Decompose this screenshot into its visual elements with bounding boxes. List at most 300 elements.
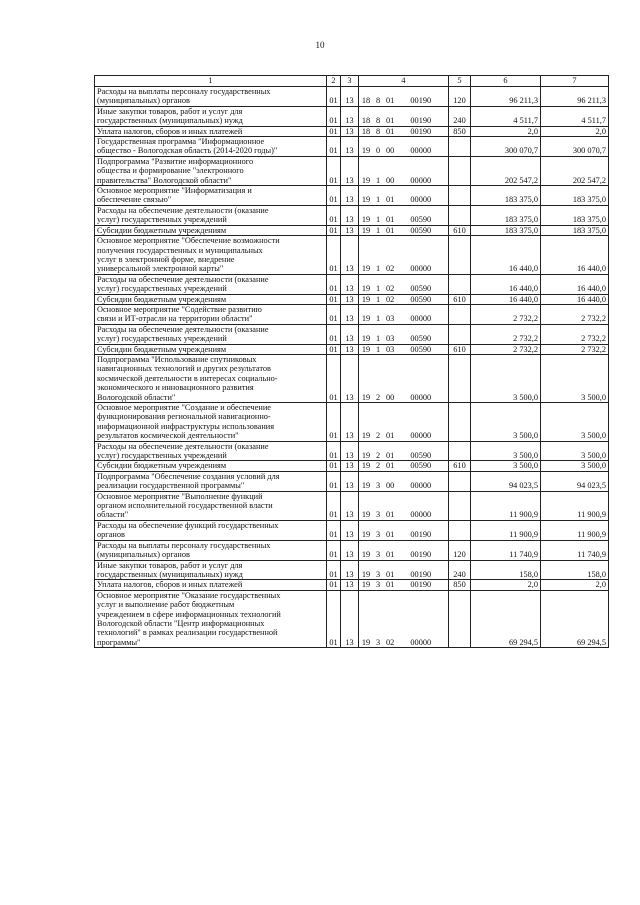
code-measure: 01 — [386, 431, 395, 441]
row-name: Субсидии бюджетным учреждениям — [95, 225, 327, 235]
table-row — [95, 294, 609, 304]
code-subprogram: 3 — [376, 569, 381, 579]
expense-type-code: 120 — [449, 87, 471, 107]
amount-col7: 16 440,0 — [541, 236, 609, 275]
code-subprogram: 8 — [376, 116, 381, 126]
section-code: 01 — [327, 186, 341, 206]
table-row — [95, 461, 609, 471]
code-subprogram: 1 — [376, 264, 381, 274]
amount-col7: 300 070,7 — [541, 137, 609, 157]
target-article-code — [359, 560, 449, 580]
code-measure: 01 — [386, 451, 395, 461]
row-name: Уплата налогов, сборов и иных платежей — [95, 126, 327, 136]
row-name: Основное мероприятие "Выполнение функций органом исполнительной государственной власти области" — [95, 491, 327, 520]
target-article-code — [359, 294, 449, 304]
header-cell: 7 — [541, 76, 609, 87]
section-code: 01 — [327, 274, 341, 294]
target-article-code — [359, 471, 449, 491]
target-article-code — [359, 156, 449, 185]
code-subprogram: 1 — [376, 284, 381, 294]
row-name: Расходы на выплаты персоналу государственных (муниципальных) органов — [95, 87, 327, 107]
section-code: 01 — [327, 205, 341, 225]
code-measure: 01 — [386, 510, 395, 520]
subsection-code: 13 — [341, 520, 359, 540]
amount-col7: 158,0 — [541, 560, 609, 580]
code-subprogram: 3 — [376, 481, 381, 491]
header-cell: 1 — [95, 76, 327, 87]
amount-col6: 3 500,0 — [471, 461, 541, 471]
amount-col6: 183 375,0 — [471, 225, 541, 235]
code-subprogram: 0 — [376, 146, 381, 156]
target-article-code — [359, 87, 449, 107]
code-measure: 01 — [386, 461, 395, 471]
target-article-code — [359, 344, 449, 354]
code-program: 19 — [361, 264, 371, 274]
amount-col6: 16 440,0 — [471, 294, 541, 304]
amount-col6: 2,0 — [471, 126, 541, 136]
code-subprogram: 1 — [376, 314, 381, 324]
subsection-code: 13 — [341, 560, 359, 580]
row-name: Подпрограмма "Развитие информационного общества и формирование "электронного правительства" Вологодской области" — [95, 156, 327, 185]
code-program: 18 — [361, 96, 371, 106]
amount-col7: 11 740,9 — [541, 540, 609, 560]
subsection-code: 13 — [341, 274, 359, 294]
section-code: 01 — [327, 106, 341, 126]
code-direction: 00190 — [410, 580, 432, 590]
expense-type-code: 120 — [449, 540, 471, 560]
row-name: Основное мероприятие "Обеспечение возможности получения государственных и муниципальных услуг в электронной форме, внедрение универсальной электронной карты" — [95, 236, 327, 275]
code-measure: 02 — [386, 637, 395, 647]
amount-col6: 2,0 — [471, 580, 541, 590]
header-cell: 6 — [471, 76, 541, 87]
code-program: 19 — [361, 334, 371, 344]
amount-col6: 94 023,5 — [471, 471, 541, 491]
row-name: Субсидии бюджетным учреждениям — [95, 294, 327, 304]
code-program: 19 — [361, 580, 371, 590]
code-program: 18 — [361, 126, 371, 136]
row-name: Уплата налогов, сборов и иных платежей — [95, 580, 327, 590]
row-name: Расходы на обеспечение деятельности (оказание услуг) государственных учреждений — [95, 205, 327, 225]
row-name: Расходы на обеспечение функций государственных органов — [95, 520, 327, 540]
code-program: 19 — [361, 510, 371, 520]
code-measure: 01 — [386, 126, 395, 136]
code-program: 19 — [361, 550, 371, 560]
header-cell: 3 — [341, 76, 359, 87]
target-article-code — [359, 540, 449, 560]
expense-type-code — [449, 205, 471, 225]
code-direction: 00190 — [410, 569, 432, 579]
row-name: Основное мероприятие "Содействие развитию связи и ИТ-отрасли на территории области" — [95, 304, 327, 324]
subsection-code: 13 — [341, 324, 359, 344]
code-program: 19 — [361, 284, 371, 294]
code-direction: 00590 — [410, 461, 432, 471]
code-direction: 00000 — [410, 264, 432, 274]
code-subprogram: 8 — [376, 96, 381, 106]
amount-col7: 183 375,0 — [541, 225, 609, 235]
page-number: 10 — [315, 40, 325, 50]
section-code: 01 — [327, 580, 341, 590]
expense-type-code — [449, 520, 471, 540]
table-row — [95, 403, 609, 442]
code-direction: 00000 — [410, 510, 432, 520]
section-code: 01 — [327, 236, 341, 275]
target-article-code — [359, 354, 449, 402]
table-row — [95, 236, 609, 275]
code-measure: 01 — [386, 195, 395, 205]
amount-col6: 96 211,3 — [471, 87, 541, 107]
section-code: 01 — [327, 590, 341, 647]
expense-type-code — [449, 441, 471, 461]
expense-type-code — [449, 590, 471, 647]
code-subprogram: 3 — [376, 510, 381, 520]
subsection-code: 13 — [341, 106, 359, 126]
table-row — [95, 126, 609, 136]
amount-col6: 4 511,7 — [471, 106, 541, 126]
amount-col7: 11 900,9 — [541, 491, 609, 520]
code-program: 19 — [361, 637, 371, 647]
expense-type-code — [449, 156, 471, 185]
section-code: 01 — [327, 520, 341, 540]
amount-col7: 3 500,0 — [541, 441, 609, 461]
table-row — [95, 491, 609, 520]
expense-type-code: 850 — [449, 126, 471, 136]
header-row — [95, 76, 609, 87]
section-code: 01 — [327, 137, 341, 157]
section-code: 01 — [327, 324, 341, 344]
amount-col6: 16 440,0 — [471, 274, 541, 294]
expense-type-code: 610 — [449, 344, 471, 354]
code-program: 19 — [361, 569, 371, 579]
section-code: 01 — [327, 441, 341, 461]
code-direction: 00190 — [410, 530, 432, 540]
target-article-code — [359, 520, 449, 540]
section-code: 01 — [327, 560, 341, 580]
expense-type-code — [449, 274, 471, 294]
table-row — [95, 156, 609, 185]
section-code: 01 — [327, 344, 341, 354]
code-program: 18 — [361, 116, 371, 126]
expense-type-code — [449, 186, 471, 206]
code-measure: 01 — [386, 550, 395, 560]
code-direction: 00000 — [410, 175, 432, 185]
amount-col7: 2,0 — [541, 126, 609, 136]
amount-col7: 2,0 — [541, 580, 609, 590]
code-measure: 02 — [386, 294, 395, 304]
subsection-code: 13 — [341, 441, 359, 461]
subsection-code: 13 — [341, 205, 359, 225]
code-direction: 00000 — [410, 146, 432, 156]
row-name: Расходы на обеспечение деятельности (оказание услуг) государственных учреждений — [95, 441, 327, 461]
amount-col6: 3 500,0 — [471, 441, 541, 461]
table-row — [95, 471, 609, 491]
table-row — [95, 441, 609, 461]
subsection-code: 13 — [341, 225, 359, 235]
section-code: 01 — [327, 304, 341, 324]
subsection-code: 13 — [341, 126, 359, 136]
code-program: 19 — [361, 225, 371, 235]
code-measure: 01 — [386, 96, 395, 106]
table-row — [95, 106, 609, 126]
target-article-code — [359, 441, 449, 461]
code-subprogram: 2 — [376, 461, 381, 471]
header-cell: 5 — [449, 76, 471, 87]
code-direction: 00000 — [410, 431, 432, 441]
code-program: 19 — [361, 175, 371, 185]
code-subprogram: 1 — [376, 294, 381, 304]
code-subprogram: 3 — [376, 550, 381, 560]
table-row — [95, 274, 609, 294]
expense-type-code — [449, 491, 471, 520]
code-direction: 00590 — [410, 294, 432, 304]
amount-col6: 11 740,9 — [471, 540, 541, 560]
amount-col7: 69 294,5 — [541, 590, 609, 647]
amount-col7: 3 500,0 — [541, 403, 609, 442]
row-name: Подпрограмма "Обеспечение создания условий для реализации государственной программы" — [95, 471, 327, 491]
expense-type-code: 610 — [449, 225, 471, 235]
amount-col7: 16 440,0 — [541, 274, 609, 294]
target-article-code — [359, 126, 449, 136]
target-article-code — [359, 324, 449, 344]
row-name: Подпрограмма "Использование спутниковых навигационных технологий и других результатов космической деятельности в интересах социально- экономического и инновационного развития Вологодской области" — [95, 354, 327, 402]
amount-col6: 158,0 — [471, 560, 541, 580]
row-name: Основное мероприятие "Создание и обеспечение функционирования региональной навигационно- информационной инфраструктуры использования результатов космической деятельности" — [95, 403, 327, 442]
code-program: 19 — [361, 451, 371, 461]
code-program: 19 — [361, 215, 371, 225]
code-direction: 00190 — [410, 96, 432, 106]
code-measure: 01 — [386, 530, 395, 540]
amount-col6: 183 375,0 — [471, 205, 541, 225]
subsection-code: 13 — [341, 471, 359, 491]
code-program: 19 — [361, 530, 371, 540]
code-direction: 00590 — [410, 225, 432, 235]
code-direction: 00590 — [410, 334, 432, 344]
code-subprogram: 1 — [376, 175, 381, 185]
table-row — [95, 580, 609, 590]
code-direction: 00190 — [410, 126, 432, 136]
row-name: Субсидии бюджетным учреждениям — [95, 461, 327, 471]
subsection-code: 13 — [341, 491, 359, 520]
table-row — [95, 324, 609, 344]
code-measure: 03 — [386, 344, 395, 354]
subsection-code: 13 — [341, 137, 359, 157]
target-article-code — [359, 137, 449, 157]
table-row — [95, 520, 609, 540]
section-code: 01 — [327, 403, 341, 442]
section-code: 01 — [327, 461, 341, 471]
section-code: 01 — [327, 294, 341, 304]
code-measure: 03 — [386, 334, 395, 344]
expense-type-code — [449, 354, 471, 402]
subsection-code: 13 — [341, 236, 359, 275]
expense-type-code — [449, 403, 471, 442]
row-name: Основное мероприятие "Информатизация и обеспечение связью" — [95, 186, 327, 206]
subsection-code: 13 — [341, 304, 359, 324]
row-name: Государственная программа "Информационное общество - Вологодская область (2014-2020 годы)" — [95, 137, 327, 157]
code-program: 19 — [361, 146, 371, 156]
code-direction: 00190 — [410, 550, 432, 560]
target-article-code — [359, 205, 449, 225]
code-measure: 00 — [386, 146, 395, 156]
expense-type-code — [449, 236, 471, 275]
code-subprogram: 1 — [376, 215, 381, 225]
table-row — [95, 87, 609, 107]
code-direction: 00190 — [410, 116, 432, 126]
amount-col6: 3 500,0 — [471, 354, 541, 402]
amount-col7: 4 511,7 — [541, 106, 609, 126]
amount-col7: 183 375,0 — [541, 205, 609, 225]
subsection-code: 13 — [341, 540, 359, 560]
code-program: 19 — [361, 481, 371, 491]
code-direction: 00590 — [410, 284, 432, 294]
subsection-code: 13 — [341, 87, 359, 107]
amount-col7: 16 440,0 — [541, 294, 609, 304]
table-row — [95, 137, 609, 157]
code-program: 19 — [361, 294, 371, 304]
budget-table — [94, 75, 609, 648]
section-code: 01 — [327, 471, 341, 491]
table-row — [95, 560, 609, 580]
target-article-code — [359, 304, 449, 324]
target-article-code — [359, 225, 449, 235]
section-code: 01 — [327, 87, 341, 107]
target-article-code — [359, 590, 449, 647]
expense-type-code — [449, 304, 471, 324]
amount-col7: 96 211,3 — [541, 87, 609, 107]
code-measure: 00 — [386, 392, 395, 402]
section-code: 01 — [327, 225, 341, 235]
code-subprogram: 2 — [376, 431, 381, 441]
code-subprogram: 3 — [376, 580, 381, 590]
code-direction: 00000 — [410, 392, 432, 402]
target-article-code — [359, 580, 449, 590]
code-subprogram: 8 — [376, 126, 381, 136]
table-row — [95, 304, 609, 324]
code-subprogram: 3 — [376, 530, 381, 540]
amount-col6: 11 900,9 — [471, 520, 541, 540]
amount-col7: 2 732,2 — [541, 344, 609, 354]
subsection-code: 13 — [341, 186, 359, 206]
code-measure: 01 — [386, 580, 395, 590]
target-article-code — [359, 236, 449, 275]
amount-col6: 3 500,0 — [471, 403, 541, 442]
code-measure: 01 — [386, 215, 395, 225]
expense-type-code: 240 — [449, 106, 471, 126]
code-program: 19 — [361, 461, 371, 471]
subsection-code: 13 — [341, 294, 359, 304]
section-code: 01 — [327, 126, 341, 136]
expense-type-code — [449, 137, 471, 157]
target-article-code — [359, 461, 449, 471]
code-direction: 00590 — [410, 451, 432, 461]
code-subprogram: 3 — [376, 637, 381, 647]
amount-col7: 94 023,5 — [541, 471, 609, 491]
subsection-code: 13 — [341, 461, 359, 471]
amount-col6: 300 070,7 — [471, 137, 541, 157]
code-measure: 01 — [386, 569, 395, 579]
code-program: 19 — [361, 195, 371, 205]
row-name: Основное мероприятие "Оказание государственных услуг и выполнение работ бюджетным учреждением в сфере информационных технологий Вологодской области "Центр информационных технологий" в рамках реализации государственной программы" — [95, 590, 327, 647]
amount-col6: 16 440,0 — [471, 236, 541, 275]
amount-col6: 202 547,2 — [471, 156, 541, 185]
code-program: 19 — [361, 344, 371, 354]
amount-col6: 183 375,0 — [471, 186, 541, 206]
amount-col7: 183 375,0 — [541, 186, 609, 206]
amount-col7: 2 732,2 — [541, 304, 609, 324]
expense-type-code — [449, 471, 471, 491]
amount-col7: 3 500,0 — [541, 354, 609, 402]
code-subprogram: 1 — [376, 195, 381, 205]
code-measure: 00 — [386, 175, 395, 185]
code-measure: 01 — [386, 116, 395, 126]
code-program: 19 — [361, 314, 371, 324]
subsection-code: 13 — [341, 156, 359, 185]
header-cell: 2 — [327, 76, 341, 87]
code-direction: 00000 — [410, 637, 432, 647]
expense-type-code: 610 — [449, 461, 471, 471]
subsection-code: 13 — [341, 590, 359, 647]
amount-col6: 69 294,5 — [471, 590, 541, 647]
amount-col7: 202 547,2 — [541, 156, 609, 185]
subsection-code: 13 — [341, 403, 359, 442]
target-article-code — [359, 186, 449, 206]
subsection-code: 13 — [341, 344, 359, 354]
code-direction: 00590 — [410, 344, 432, 354]
code-measure: 01 — [386, 225, 395, 235]
amount-col6: 2 732,2 — [471, 304, 541, 324]
code-direction: 00590 — [410, 215, 432, 225]
amount-col6: 2 732,2 — [471, 324, 541, 344]
table-row — [95, 344, 609, 354]
target-article-code — [359, 403, 449, 442]
code-subprogram: 2 — [376, 392, 381, 402]
code-subprogram: 1 — [376, 334, 381, 344]
target-article-code — [359, 106, 449, 126]
row-name: Расходы на обеспечение деятельности (оказание услуг) государственных учреждений — [95, 324, 327, 344]
code-subprogram: 2 — [376, 451, 381, 461]
row-name: Субсидии бюджетным учреждениям — [95, 344, 327, 354]
code-direction: 00000 — [410, 314, 432, 324]
code-measure: 02 — [386, 284, 395, 294]
table-row — [95, 186, 609, 206]
target-article-code — [359, 491, 449, 520]
table-row — [95, 540, 609, 560]
target-article-code — [359, 274, 449, 294]
row-name: Расходы на выплаты персоналу государственных (муниципальных) органов — [95, 540, 327, 560]
code-program: 19 — [361, 431, 371, 441]
code-measure: 00 — [386, 481, 395, 491]
code-subprogram: 1 — [376, 344, 381, 354]
subsection-code: 13 — [341, 580, 359, 590]
table-row — [95, 590, 609, 647]
code-subprogram: 1 — [376, 225, 381, 235]
row-name: Иные закупки товаров, работ и услуг для государственных (муниципальных) нужд — [95, 560, 327, 580]
header-cell: 4 — [359, 76, 449, 87]
expense-type-code: 240 — [449, 560, 471, 580]
code-direction: 00000 — [410, 481, 432, 491]
expense-type-code — [449, 324, 471, 344]
table-row — [95, 354, 609, 402]
code-direction: 00000 — [410, 195, 432, 205]
table-row — [95, 205, 609, 225]
amount-col7: 3 500,0 — [541, 461, 609, 471]
row-name: Расходы на обеспечение деятельности (оказание услуг) государственных учреждений — [95, 274, 327, 294]
section-code: 01 — [327, 354, 341, 402]
expense-type-code: 850 — [449, 580, 471, 590]
amount-col6: 11 900,9 — [471, 491, 541, 520]
table-row — [95, 225, 609, 235]
code-measure: 03 — [386, 314, 395, 324]
amount-col7: 2 732,2 — [541, 324, 609, 344]
